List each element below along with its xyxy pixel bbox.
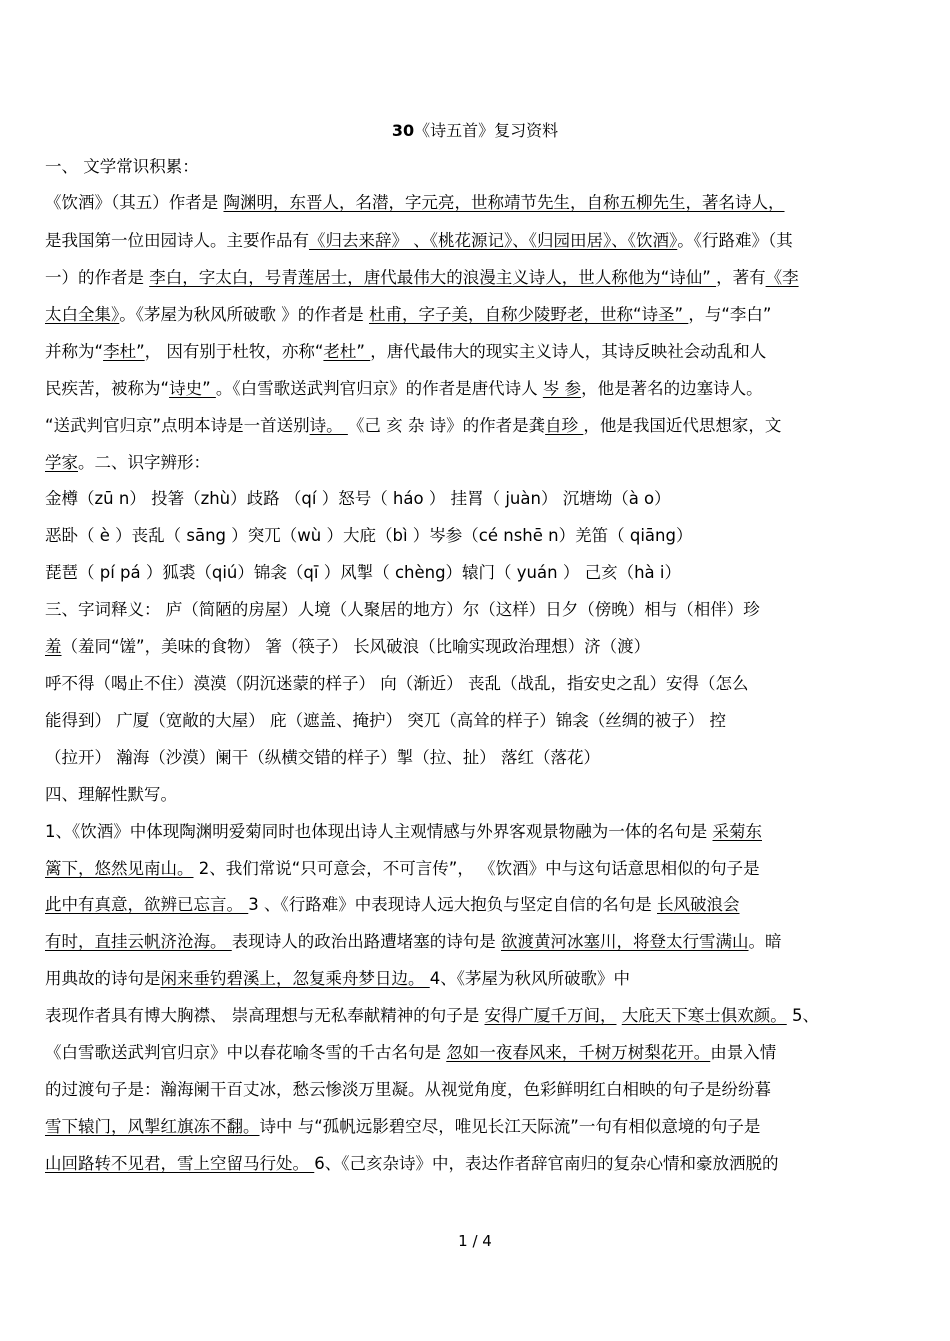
underlined-answer: 李杜” [103,342,145,361]
text-run: 能得到） 广厦（宽敞的大屋） 庇（遮盖、掩护） 突兀（高耸的样子）锦衾（丝绸的被子） 控 [45,711,726,730]
text-run: 呼不得（喝止不住）漠漠（阴沉迷蒙的样子） 向（渐近） 丧乱（战乱，指安史之乱）安得（怎么 [45,674,749,693]
underlined-answer: 诗。 [309,416,348,435]
text-run: 是我国第一位田园诗人。主要作品有 [45,231,309,250]
text-line [45,857,905,881]
underlined-answer: 岑 参 [542,379,582,398]
text-run: 用典故的诗句是 [45,969,161,988]
text-line [45,377,905,401]
underlined-answer: 《李 [765,268,799,287]
underlined-answer: 学家 [45,453,78,472]
text-line [45,191,905,215]
text-run: （拉开） 瀚海（沙漠）阑干（纵横交错的样子）掣（拉、扯） 落红（落花） [45,748,600,767]
text-run: 琵琶（ pí pá ）狐裘（qiú）锦衾（qī ）风掣（ chèng）辕门（ yuán ） 己亥（hà i） [45,563,681,582]
underlined-answer: 大庇天下寒士俱欢颜。 [621,1006,787,1025]
text-line [45,1004,905,1028]
text-line [45,967,905,991]
text-line [45,598,905,622]
underlined-answer: 诗史” [169,379,216,398]
underlined-answer: 篱下，悠然见南山。 [45,859,194,878]
underlined-answer: 雪下辕门，风掣红旗冻不翻。 [45,1117,260,1136]
text-line [45,783,905,807]
text-line [45,561,905,585]
text-run: 一、 文学常识积累： [45,157,199,176]
text-run: ，他是著名的边塞诗人。 [581,379,763,398]
text-line [45,893,905,917]
text-run: 由景入情 [710,1043,777,1062]
text-line [45,930,905,954]
text-run: 5、 [786,1006,819,1025]
text-run: 。《白雪歌送武判官归京》的作者是唐代诗人 [215,379,543,398]
text-run: ，著有 [716,268,766,287]
text-run: ，与“李白” [688,305,772,324]
underlined-answer: 采菊东 [712,822,762,841]
text-run: 《己 亥 杂 诗》的作者是龚 [347,416,546,435]
title-text: 《诗五首》复习资料 [414,121,559,140]
underlined-answer: 陶渊明，东晋人，名潜，字元亮，世称靖节先生，自称五柳先生，著名诗人， [223,193,785,212]
text-run: ， 因有别于杜牧，亦称“ [144,342,324,361]
underlined-answer: 李白，字太白，号青莲居士，唐代最伟大的浪漫主义诗人，世人称他为“诗仙” [149,268,717,287]
text-run: 恶卧（ è ）丧乱（ sāng ）突兀（wù ）大庇（bì ）岑参（cé nshē n）羌笛（ qiāng） [45,526,693,545]
underlined-answer: 山回路转不见君，雪上空留马行处。 [45,1154,315,1173]
page-number: 1 / 4 [458,1232,492,1250]
text-line [45,487,905,511]
underlined-answer: 《归去来辞》 、《桃花源记》、《归园田居》、《饮酒》 [309,231,678,250]
underlined-answer: 安得广厦千万间， [484,1006,617,1025]
text-line [45,672,905,696]
text-run: ，唐代最伟大的现实主义诗人，其诗反映社会动乱和人 [370,342,767,361]
text-run: 《饮酒》（其五）作者是 [45,193,224,212]
underlined-answer: 羞 [45,637,62,656]
text-line [45,303,905,327]
text-run: 3 、《行路难》中表现诗人远大抱负与坚定自信的名句是 [248,895,657,914]
text-run: 一）的作者是 [45,268,150,287]
text-run: 并称为“ [45,342,104,361]
text-line [45,1041,905,1065]
underlined-answer: 长风破浪会 [657,895,740,914]
text-line [45,266,905,290]
text-run: （羞同“馐”，美味的食物） 箸（筷子） 长风破浪（比喻实现政治理想）济（渡） [61,637,651,656]
underlined-answer: 杜甫，字子美，自称少陵野老，世称“诗圣” [369,305,689,324]
text-run: 。《行路难》（其 [677,231,793,250]
underlined-answer: 此中有真意，欲辨已忘言。 [45,895,249,914]
text-run: 的过渡句子是：瀚海阑干百丈冰，愁云惨淡万里凝。从视觉角度，色彩鲜明红白相映的句子是纷纷暮 [45,1080,771,1099]
underlined-answer: 自珍 [545,416,584,435]
underlined-answer: 欲渡黄河冰塞川，将登太行雪满山 [501,932,749,951]
text-run: 4、《茅屋为秋风所破歌》中 [429,969,630,988]
text-line [45,1115,905,1139]
text-run: 《白雪歌送武判官归京》中以春花喻冬雪的千古名句是 [45,1043,447,1062]
text-run: 四、理解性默写。 [45,785,177,804]
text-run: 民疾苦，被称为“ [45,379,170,398]
text-line [45,746,905,770]
text-line [45,155,905,179]
text-line [45,340,905,364]
text-run: 2、我们常说“只可意会，不可言传”， 《饮酒》中与这句话意思相似的句子是 [193,859,760,878]
text-line [45,524,905,548]
text-line [45,709,905,733]
text-line [45,1078,905,1102]
text-run: 三、字词释义： 庐（简陋的房屋）人境（人聚居的地方）尔（这样）日夕（傍晚）相与（相伴）珍 [45,600,760,619]
underlined-answer: 忽如一夜春风来，千树万树梨花开。 [446,1043,711,1062]
text-run: 。二、识字辨形： [78,453,210,472]
text-run: 1、《饮酒》中体现陶渊明爱菊同时也体现出诗人主观情感与外界客观景物融为一体的名句是 [45,822,713,841]
text-line [45,229,905,253]
underlined-answer: 闲来垂钓碧溪上，忽复乘舟梦日边。 [160,969,430,988]
text-run: 表现作者具有博大胸襟、 崇高理想与无私奉献精神的句子是 [45,1006,485,1025]
text-line [45,635,905,659]
text-run: “送武判官归京”点明本诗是一首送别 [45,416,310,435]
underlined-answer: 老杜” [323,342,371,361]
title-number: 30 [391,121,415,140]
text-run: ，他是我国近代思想家，文 [583,416,782,435]
text-run: 表现诗人的政治出路遭堵塞的诗句是 [231,932,501,951]
text-run: 诗中 与“孤帆远影碧空尽，唯见长江天际流”一句有相似意境的句子是 [259,1117,761,1136]
text-run: 。暗 [748,932,782,951]
text-line [45,451,905,475]
text-line [45,820,905,844]
page-title [0,118,950,141]
text-run: 。《茅屋为秋风所破歌 》的作者是 [119,305,369,324]
text-line [45,1152,905,1176]
text-line [45,414,905,438]
underlined-answer: 有时，直挂云帆济沧海。 [45,932,232,951]
text-run: 金樽（zū n） 投箸（zhù）歧路 （qí ）怒号（ háo ） 挂罥（ juàn） 沉塘坳（à o） [45,489,671,508]
text-run: 6、《己亥杂诗》中，表达作者辞官南归的复杂心情和豪放洒脱的 [314,1154,779,1173]
underlined-answer: 太白全集》 [45,305,120,324]
